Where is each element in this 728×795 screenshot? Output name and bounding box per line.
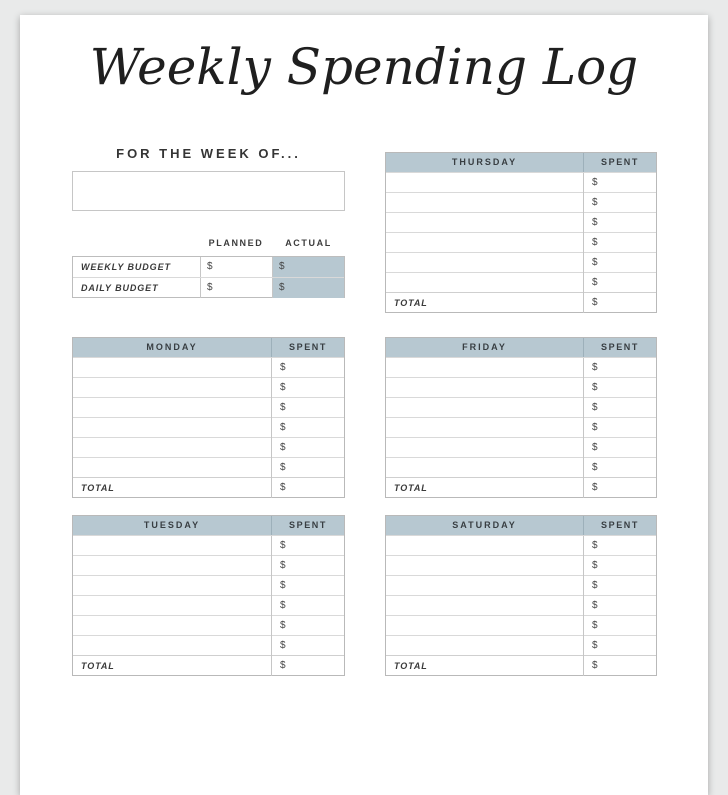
total-row — [386, 477, 656, 497]
expense-description-cell[interactable] — [73, 596, 271, 616]
expense-row — [386, 535, 656, 555]
expense-amount-cell[interactable] — [583, 418, 656, 438]
expense-amount-cell[interactable] — [271, 418, 344, 438]
dollar-sign: $ — [592, 257, 598, 268]
expense-row — [73, 575, 344, 595]
expense-description-cell[interactable] — [386, 273, 583, 293]
day-table-header — [73, 338, 344, 357]
expense-amount-cell[interactable] — [583, 378, 656, 398]
weekly-budget-actual-cell[interactable]: $ — [272, 257, 344, 277]
dollar-sign: $ — [592, 197, 598, 208]
expense-row — [73, 377, 344, 397]
expense-description-cell[interactable] — [386, 536, 583, 556]
budget-header-planned: PLANNED — [208, 238, 264, 248]
expense-description-cell[interactable] — [386, 596, 583, 616]
expense-description-cell[interactable] — [386, 576, 583, 596]
expense-amount-cell[interactable] — [271, 358, 344, 378]
expense-description-cell[interactable] — [386, 233, 583, 253]
dollar-sign: $ — [280, 442, 286, 453]
expense-row — [73, 535, 344, 555]
expense-amount-cell[interactable] — [583, 173, 656, 193]
total-amount-cell[interactable]: $ — [583, 478, 656, 498]
expense-description-cell[interactable] — [386, 438, 583, 458]
dollar-sign: $ — [592, 442, 598, 453]
expense-amount-cell[interactable] — [583, 636, 656, 656]
daily-budget-label: DAILY BUDGET — [81, 283, 159, 293]
expense-description-cell[interactable] — [386, 398, 583, 418]
weekly-budget-label: WEEKLY BUDGET — [81, 262, 171, 272]
expense-amount-cell[interactable] — [271, 596, 344, 616]
expense-row — [386, 272, 656, 292]
day-table-header — [386, 338, 656, 357]
expense-amount-cell[interactable] — [583, 358, 656, 378]
expense-row — [386, 192, 656, 212]
expense-row — [386, 595, 656, 615]
daily-budget-planned-cell[interactable]: $ — [200, 278, 272, 298]
dollar-sign: $ — [592, 640, 598, 651]
dollar-sign: $ — [592, 560, 598, 571]
expense-description-cell[interactable] — [386, 556, 583, 576]
expense-amount-cell[interactable] — [583, 233, 656, 253]
expense-row — [73, 595, 344, 615]
day-table-saturday — [385, 515, 657, 676]
expense-amount-cell[interactable] — [583, 576, 656, 596]
expense-row — [386, 437, 656, 457]
expense-row — [386, 575, 656, 595]
total-row — [73, 655, 344, 675]
day-name-label: MONDAY — [146, 342, 198, 352]
expense-row — [73, 397, 344, 417]
expense-description-cell[interactable] — [73, 616, 271, 636]
dollar-sign: $ — [592, 540, 598, 551]
expense-amount-cell[interactable] — [271, 636, 344, 656]
expense-row — [386, 377, 656, 397]
expense-row — [386, 457, 656, 477]
expense-description-cell[interactable] — [73, 418, 271, 438]
week-of-label: FOR THE WEEK OF... — [116, 146, 301, 161]
expense-row — [73, 615, 344, 635]
expense-row — [386, 417, 656, 437]
expense-amount-cell[interactable] — [583, 556, 656, 576]
total-label: TOTAL — [81, 661, 115, 671]
expense-description-cell[interactable] — [386, 458, 583, 478]
expense-description-cell[interactable] — [73, 358, 271, 378]
expense-row — [73, 457, 344, 477]
expense-row — [386, 635, 656, 655]
week-of-input-box[interactable] — [72, 171, 345, 211]
expense-row — [73, 635, 344, 655]
dollar-sign: $ — [592, 277, 598, 288]
day-table-friday — [385, 337, 657, 498]
expense-description-cell[interactable] — [386, 358, 583, 378]
dollar-sign: $ — [592, 580, 598, 591]
expense-row — [73, 357, 344, 377]
day-table-monday — [72, 337, 345, 498]
dollar-sign: $ — [592, 620, 598, 631]
expense-row — [386, 172, 656, 192]
expense-rows — [386, 535, 656, 655]
budget-header-actual: ACTUAL — [285, 238, 332, 248]
expense-description-cell[interactable] — [386, 418, 583, 438]
dollar-sign: $ — [280, 580, 286, 591]
expense-description-cell[interactable] — [73, 556, 271, 576]
expense-rows — [73, 535, 344, 655]
day-table-thursday — [385, 152, 657, 313]
expense-row — [73, 555, 344, 575]
expense-description-cell[interactable] — [386, 636, 583, 656]
expense-row — [386, 397, 656, 417]
total-label: TOTAL — [394, 483, 428, 493]
expense-amount-cell[interactable] — [271, 398, 344, 418]
expense-description-cell[interactable] — [73, 398, 271, 418]
expense-amount-cell[interactable] — [583, 193, 656, 213]
spent-header-label: SPENT — [583, 516, 656, 535]
day-table-header — [386, 153, 656, 172]
expense-description-cell[interactable] — [73, 438, 271, 458]
budget-row-daily — [73, 277, 344, 297]
dollar-sign: $ — [592, 462, 598, 473]
expense-amount-cell[interactable] — [271, 556, 344, 576]
expense-amount-cell[interactable] — [583, 213, 656, 233]
expense-rows — [73, 357, 344, 477]
expense-amount-cell[interactable] — [583, 458, 656, 478]
dollar-sign: $ — [592, 237, 598, 248]
dollar-sign: $ — [280, 422, 286, 433]
expense-amount-cell[interactable] — [271, 536, 344, 556]
expense-description-cell[interactable] — [73, 536, 271, 556]
expense-row — [73, 417, 344, 437]
weekly-budget-planned-cell[interactable]: $ — [200, 257, 272, 277]
dollar-sign: $ — [280, 560, 286, 571]
expense-row — [386, 252, 656, 272]
expense-row — [386, 615, 656, 635]
dollar-sign: $ — [592, 600, 598, 611]
total-amount-cell[interactable]: $ — [583, 656, 656, 676]
spent-header-label: SPENT — [271, 338, 344, 357]
daily-budget-actual-cell[interactable]: $ — [272, 278, 344, 298]
total-row — [73, 477, 344, 497]
expense-amount-cell[interactable] — [583, 616, 656, 636]
dollar-sign: $ — [592, 217, 598, 228]
dollar-sign: $ — [280, 620, 286, 631]
day-table-header — [386, 516, 656, 535]
budget-table — [72, 256, 345, 298]
total-amount-cell[interactable]: $ — [583, 293, 656, 313]
expense-description-cell[interactable] — [386, 213, 583, 233]
planner-page — [20, 15, 708, 795]
budget-row-weekly — [73, 257, 344, 277]
total-amount-cell[interactable]: $ — [271, 656, 344, 676]
expense-rows — [386, 172, 656, 292]
dollar-sign: $ — [280, 402, 286, 413]
dollar-sign: $ — [280, 382, 286, 393]
total-amount-cell[interactable]: $ — [271, 478, 344, 498]
day-name-label: THURSDAY — [451, 157, 518, 167]
expense-amount-cell[interactable] — [583, 438, 656, 458]
expense-row — [386, 357, 656, 377]
dollar-sign: $ — [280, 462, 286, 473]
day-table-tuesday — [72, 515, 345, 676]
expense-rows — [386, 357, 656, 477]
dollar-sign: $ — [592, 402, 598, 413]
spent-header-label: SPENT — [583, 338, 656, 357]
expense-description-cell[interactable] — [386, 173, 583, 193]
dollar-sign: $ — [280, 362, 286, 373]
page-title: Weekly Spending Log — [89, 38, 639, 96]
total-row — [386, 655, 656, 675]
dollar-sign: $ — [280, 640, 286, 651]
expense-amount-cell[interactable] — [271, 378, 344, 398]
expense-description-cell[interactable] — [73, 636, 271, 656]
dollar-sign: $ — [592, 382, 598, 393]
total-label: TOTAL — [81, 483, 115, 493]
expense-amount-cell[interactable] — [583, 596, 656, 616]
expense-description-cell[interactable] — [386, 253, 583, 273]
expense-amount-cell[interactable] — [271, 458, 344, 478]
total-label: TOTAL — [394, 661, 428, 671]
expense-description-cell[interactable] — [386, 193, 583, 213]
dollar-sign: $ — [592, 177, 598, 188]
expense-description-cell[interactable] — [73, 458, 271, 478]
spent-header-label: SPENT — [271, 516, 344, 535]
day-name-label: TUESDAY — [143, 520, 201, 530]
expense-amount-cell[interactable] — [271, 438, 344, 458]
dollar-sign: $ — [592, 422, 598, 433]
expense-amount-cell[interactable] — [583, 253, 656, 273]
dollar-sign: $ — [592, 362, 598, 373]
expense-row — [386, 555, 656, 575]
expense-amount-cell[interactable] — [583, 536, 656, 556]
expense-row — [386, 212, 656, 232]
expense-row — [386, 232, 656, 252]
expense-row — [73, 437, 344, 457]
expense-description-cell[interactable] — [73, 576, 271, 596]
budget-header-spacer — [72, 238, 200, 248]
total-row — [386, 292, 656, 312]
expense-amount-cell[interactable] — [583, 273, 656, 293]
dollar-sign: $ — [280, 540, 286, 551]
expense-amount-cell[interactable] — [271, 616, 344, 636]
expense-amount-cell[interactable] — [271, 576, 344, 596]
day-name-label: SATURDAY — [452, 520, 517, 530]
budget-column-headers — [72, 238, 345, 248]
day-name-label: FRIDAY — [462, 342, 507, 352]
expense-description-cell[interactable] — [386, 616, 583, 636]
expense-description-cell[interactable] — [73, 378, 271, 398]
dollar-sign: $ — [280, 600, 286, 611]
total-label: TOTAL — [394, 298, 428, 308]
day-table-header — [73, 516, 344, 535]
expense-amount-cell[interactable] — [583, 398, 656, 418]
expense-description-cell[interactable] — [386, 378, 583, 398]
spent-header-label: SPENT — [583, 153, 656, 172]
